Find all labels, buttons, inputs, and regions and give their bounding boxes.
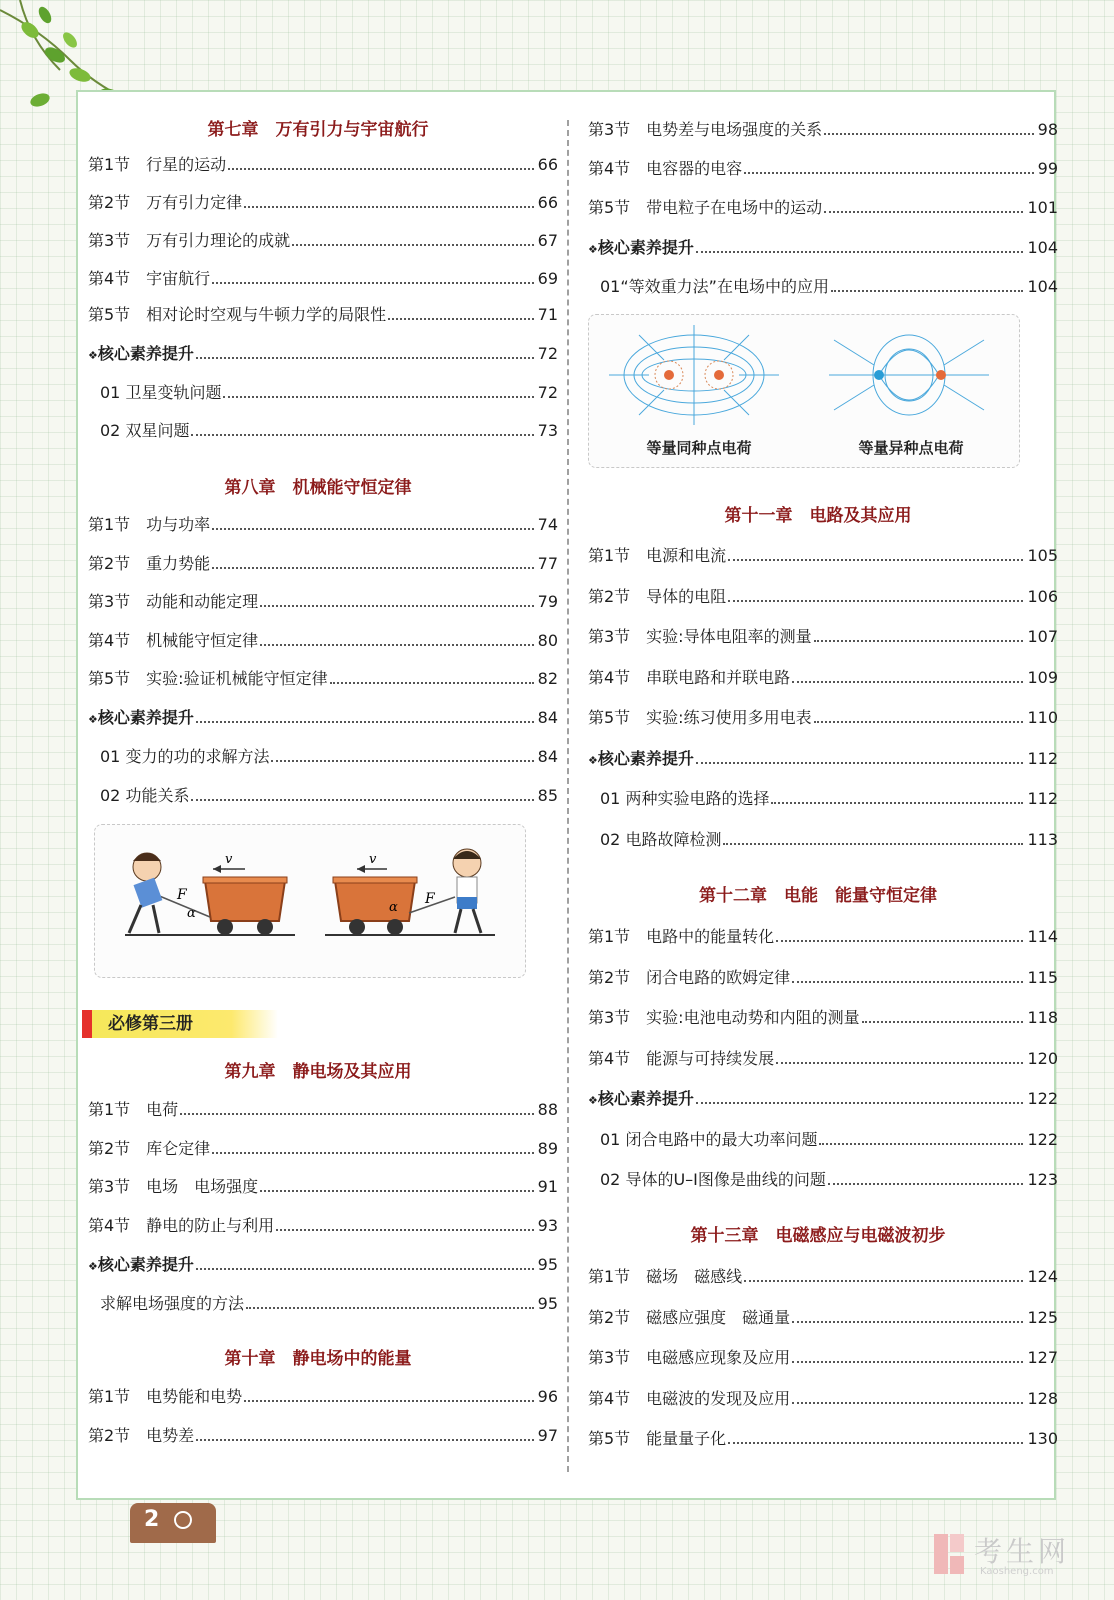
toc-entry-sub[interactable]: 02 电路故障检测 113 xyxy=(600,830,1058,849)
toc-entry[interactable]: 第2节 电势差 97 xyxy=(88,1426,558,1445)
force-label: F xyxy=(425,891,435,907)
toc-entry[interactable]: 第4节 电容器的电容 99 xyxy=(588,159,1058,178)
toc-entry[interactable]: 第4节 机械能守恒定律 80 xyxy=(88,631,558,650)
toc-entry-sub[interactable]: 01 闭合电路中的最大功率问题 122 xyxy=(600,1130,1058,1149)
toc-entry[interactable]: 第1节 电路中的能量转化 114 xyxy=(588,927,1058,946)
toc-panel xyxy=(76,90,1056,1500)
toc-entry[interactable]: 第4节 能源与可持续发展 120 xyxy=(588,1049,1058,1068)
figure-caption: 等量同种点电荷 xyxy=(646,439,752,457)
chapter-title: 第九章 静电场及其应用 xyxy=(224,1062,412,1082)
toc-entry[interactable]: 第1节 行星的运动 66 xyxy=(88,155,558,174)
toc-entry-core[interactable]: ❖ 核心素养提升 122 xyxy=(588,1087,1058,1113)
toc-entry[interactable]: 第2节 万有引力定律 66 xyxy=(88,193,558,212)
toc-entry-sub[interactable]: 01 卫星变轨问题 72 xyxy=(100,383,558,402)
toc-entry[interactable]: 第5节 相对论时空观与牛顿力学的局限性 71 xyxy=(88,305,558,324)
toc-entry[interactable]: 第3节 电势差与电场强度的关系 98 xyxy=(588,120,1058,139)
chapter-title: 第十二章 电能 能量守恒定律 xyxy=(699,886,937,906)
chapter-title: 第十章 静电场中的能量 xyxy=(224,1349,412,1369)
cart-illustration xyxy=(94,824,526,978)
toc-entry[interactable]: 第4节 宇宙航行 69 xyxy=(88,269,558,288)
toc-entry[interactable]: 第1节 电源和电流 105 xyxy=(588,546,1058,565)
cart-pulling-figure xyxy=(95,825,525,977)
toc-entry[interactable]: 第3节 万有引力理论的成就 67 xyxy=(88,231,558,250)
toc-entry[interactable]: 第5节 实验:练习使用多用电表 110 xyxy=(588,708,1058,727)
toc-entry[interactable]: 第4节 电磁波的发现及应用 128 xyxy=(588,1389,1058,1408)
watermark xyxy=(930,1528,1070,1584)
toc-entry[interactable]: 第3节 实验:电池电动势和内阻的测量 118 xyxy=(588,1008,1058,1027)
toc-entry[interactable]: 第2节 重力势能 77 xyxy=(88,554,558,573)
page-number-tab xyxy=(130,1503,216,1543)
toc-entry-core[interactable]: ❖ 核心素养提升 112 xyxy=(588,747,1058,773)
watermark-subtext: Kaosheng.com xyxy=(980,1566,1054,1577)
toc-entry[interactable]: 第5节 实验:验证机械能守恒定律 82 xyxy=(88,669,558,688)
toc-entry-sub[interactable]: 02 功能关系 85 xyxy=(100,786,558,805)
toc-entry-core[interactable]: ❖ 核心素养提升 95 xyxy=(88,1253,558,1279)
chapter-title: 第七章 万有引力与宇宙航行 xyxy=(207,120,429,140)
velocity-label: v xyxy=(225,852,233,867)
field-lines-illustration xyxy=(588,314,1020,468)
toc-entry[interactable]: 第2节 磁感应强度 磁通量 125 xyxy=(588,1308,1058,1327)
toc-entry[interactable]: 第1节 电势能和电势 96 xyxy=(88,1387,558,1406)
toc-entry[interactable]: 第1节 电荷 88 xyxy=(88,1100,558,1119)
figure-caption: 等量异种点电荷 xyxy=(858,439,964,457)
volume-banner: 必修第三册 xyxy=(82,1010,278,1038)
toc-entry[interactable]: 第5节 带电粒子在电场中的运动 101 xyxy=(588,198,1058,217)
toc-entry-core[interactable]: ❖ 核心素养提升 84 xyxy=(88,706,558,732)
toc-entry-sub[interactable]: 02 双星问题 73 xyxy=(100,421,558,440)
toc-entry-core[interactable]: ❖ 核心素养提升 104 xyxy=(588,236,1058,262)
force-label: F xyxy=(177,887,187,903)
toc-entry[interactable]: 第3节 电场 电场强度 91 xyxy=(88,1177,558,1196)
toc-entry[interactable]: 第5节 能量量子化 130 xyxy=(588,1429,1058,1448)
toc-entry-sub[interactable]: 01 变力的功的求解方法 84 xyxy=(100,747,558,766)
chapter-title: 第十一章 电路及其应用 xyxy=(724,506,912,526)
toc-entry[interactable]: 第4节 静电的防止与利用 93 xyxy=(88,1216,558,1235)
toc-entry[interactable]: 第2节 库仑定律 89 xyxy=(88,1139,558,1158)
toc-entry[interactable]: 第3节 电磁感应现象及应用 127 xyxy=(588,1348,1058,1367)
watermark-logo-icon xyxy=(930,1530,970,1578)
chapter-title: 第十三章 电磁感应与电磁波初步 xyxy=(690,1226,946,1246)
toc-entry[interactable]: 第2节 闭合电路的欧姆定律 115 xyxy=(588,968,1058,987)
toc-entry[interactable]: 第3节 实验:导体电阻率的测量 107 xyxy=(588,627,1058,646)
column-divider xyxy=(567,120,569,1472)
velocity-label: v xyxy=(369,852,377,867)
toc-entry[interactable]: 第3节 动能和动能定理 79 xyxy=(88,592,558,611)
angle-label: α xyxy=(389,900,398,915)
watermark-text: 考生网 xyxy=(974,1535,1071,1568)
toc-entry[interactable]: 第1节 功与功率 74 xyxy=(88,515,558,534)
toc-entry-core[interactable]: ❖ 核心素养提升 72 xyxy=(88,342,558,368)
smile-icon xyxy=(174,1511,192,1529)
chapter-title: 第八章 机械能守恒定律 xyxy=(224,478,412,498)
page-number: 2 xyxy=(144,1507,160,1532)
toc-entry-sub[interactable]: 01 两种实验电路的选择 112 xyxy=(600,789,1058,808)
angle-label: α xyxy=(187,906,196,921)
toc-entry-sub[interactable]: 求解电场强度的方法 95 xyxy=(100,1294,558,1313)
toc-entry-sub[interactable]: 02 导体的U–I图像是曲线的问题 123 xyxy=(600,1170,1058,1189)
toc-entry[interactable]: 第2节 导体的电阻 106 xyxy=(588,587,1058,606)
toc-entry[interactable]: 第1节 磁场 磁感线 124 xyxy=(588,1267,1058,1286)
toc-entry[interactable]: 第4节 串联电路和并联电路 109 xyxy=(588,668,1058,687)
electric-field-figure xyxy=(589,315,1019,435)
toc-entry-sub[interactable]: 01“等效重力法”在电场中的应用 104 xyxy=(600,277,1058,296)
